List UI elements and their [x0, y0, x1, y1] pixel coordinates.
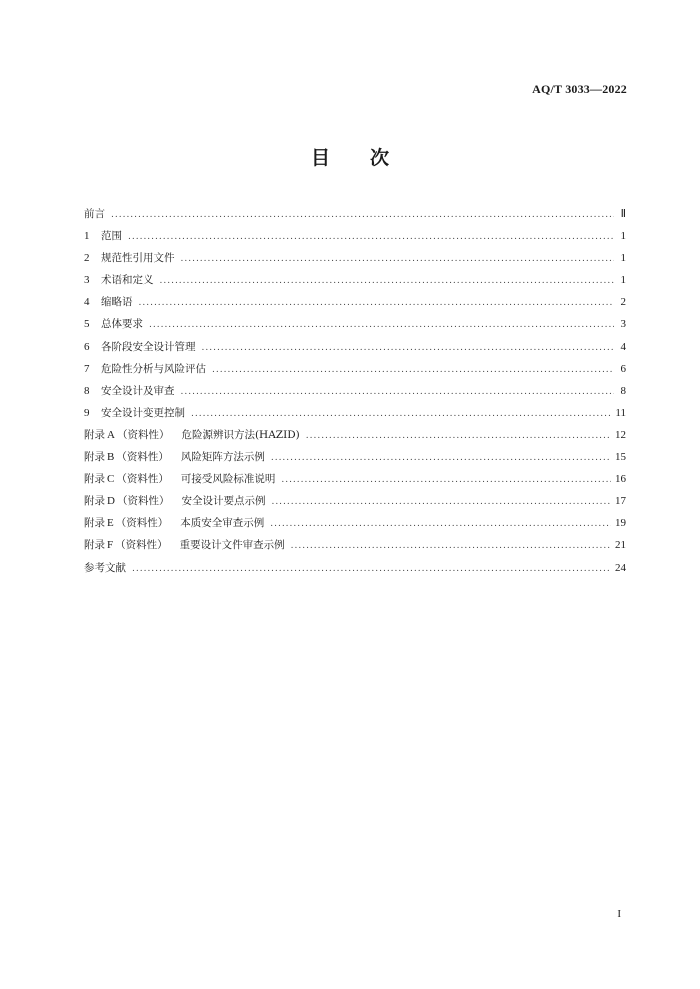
toc-entry-appendix-a[interactable] [84, 424, 626, 446]
leader-dots [270, 513, 611, 535]
toc-chapter-number: 6 [84, 340, 90, 353]
toc-entry-appendix-c[interactable] [84, 468, 626, 490]
appendix-title: 可接受风险标准说明 [180, 473, 276, 486]
appendix-title: 安全设计要点示例 [181, 495, 266, 508]
page-number: I [617, 908, 621, 920]
appendix-prefix: 附录 [84, 451, 105, 464]
toc-chapter-number: 9 [84, 406, 90, 419]
toc-entry-appendix-f[interactable] [84, 534, 626, 556]
appendix-prefix: 附录 [84, 517, 105, 530]
leader-dots [271, 447, 611, 469]
leader-dots [181, 381, 615, 403]
appendix-letter: F [107, 539, 114, 552]
leader-dots [191, 403, 611, 425]
toc-page-number: 1 [620, 230, 626, 243]
toc-page-number: 24 [615, 561, 626, 574]
appendix-title: 风险矩阵方法示例 [180, 451, 265, 464]
appendix-letter: D [107, 495, 115, 508]
toc-label: 危险性分析与风险评估 [101, 362, 206, 375]
toc-page-number: 16 [615, 473, 626, 486]
toc-label: 各阶段安全设计管理 [101, 340, 196, 353]
toc-page-number: 15 [615, 451, 626, 464]
leader-dots [181, 248, 615, 270]
toc-chapter-number: 5 [84, 318, 90, 331]
leader-dots [281, 469, 611, 491]
toc-page-number: 6 [620, 362, 626, 375]
leader-dots [132, 558, 611, 580]
toc-entry-chapter-1[interactable] [84, 225, 626, 247]
appendix-letter: E [107, 517, 114, 530]
appendix-letter: C [107, 473, 115, 486]
appendix-prefix: 附录 [84, 428, 105, 441]
toc-label: 范围 [101, 230, 122, 243]
leader-dots [160, 270, 615, 292]
appendix-tag [84, 490, 169, 512]
toc-page-number: 21 [615, 539, 626, 552]
appendix-type: （资料性） [116, 451, 169, 464]
toc-entry-references[interactable] [84, 557, 626, 579]
appendix-tag [84, 424, 169, 446]
toc-entry-appendix-d[interactable] [84, 490, 626, 512]
table-of-contents [84, 203, 626, 579]
title-char-1: 目 [310, 147, 330, 169]
toc-label: 参考文献 [84, 561, 126, 574]
toc-label: 总体要求 [101, 318, 143, 331]
appendix-tag [84, 446, 169, 468]
appendix-type: （资料性） [116, 495, 170, 508]
toc-page-number: 8 [620, 384, 626, 397]
toc-page-number: 19 [615, 517, 626, 530]
toc-label: 术语和定义 [101, 274, 154, 287]
toc-chapter-number: 7 [84, 362, 90, 375]
appendix-type: （资料性） [116, 473, 169, 486]
toc-chapter-number: 1 [84, 230, 90, 243]
leader-dots [111, 204, 614, 226]
standard-code: AQ/T 3033—2022 [532, 82, 627, 96]
appendix-type: （资料性） [115, 517, 169, 530]
toc-chapter-number: 3 [84, 274, 90, 287]
appendix-tag [84, 534, 168, 556]
toc-page-number: 3 [620, 318, 626, 331]
leader-dots [291, 535, 611, 557]
toc-label: 缩略语 [101, 296, 133, 309]
toc-entry-foreword[interactable] [84, 203, 626, 225]
appendix-prefix: 附录 [84, 495, 105, 508]
page-title [0, 143, 700, 170]
toc-label: 安全设计变更控制 [101, 406, 185, 419]
toc-label: 规范性引用文件 [101, 252, 175, 265]
toc-label: 前言 [84, 208, 105, 220]
appendix-type: （资料性） [115, 539, 168, 552]
leader-dots [212, 359, 614, 381]
toc-entry-chapter-9[interactable] [84, 402, 626, 424]
toc-entry-appendix-b[interactable] [84, 446, 626, 468]
toc-chapter-number: 8 [84, 384, 90, 397]
appendix-type: （资料性） [116, 428, 170, 441]
toc-entry-chapter-7[interactable] [84, 358, 626, 380]
leader-dots [128, 226, 614, 248]
toc-entry-chapter-5[interactable] [84, 313, 626, 335]
appendix-prefix: 附录 [84, 539, 105, 552]
toc-entry-chapter-6[interactable] [84, 336, 626, 358]
toc-page-number: 2 [620, 296, 626, 309]
toc-entry-chapter-3[interactable] [84, 269, 626, 291]
leader-dots [149, 314, 614, 336]
appendix-tag [84, 512, 168, 534]
toc-page-number: 12 [615, 428, 626, 441]
toc-page-number: 1 [620, 252, 626, 265]
leader-dots [306, 425, 611, 447]
toc-chapter-number: 2 [84, 252, 90, 265]
toc-chapter-number: 4 [84, 296, 90, 309]
appendix-title: 危险源辨识方法(HAZID) [181, 428, 300, 441]
toc-page-number: 17 [615, 495, 626, 508]
appendix-letter: B [107, 451, 115, 464]
toc-page-number: 1 [620, 274, 626, 287]
appendix-tag [84, 468, 169, 490]
appendix-title: 本质安全审查示例 [180, 517, 265, 530]
toc-label: 安全设计及审查 [101, 384, 175, 397]
appendix-title: 重要设计文件审查示例 [179, 539, 285, 552]
toc-entry-appendix-e[interactable] [84, 512, 626, 534]
toc-entry-chapter-8[interactable] [84, 380, 626, 402]
leader-dots [271, 491, 611, 513]
toc-entry-chapter-4[interactable] [84, 291, 626, 313]
title-char-2: 次 [370, 147, 390, 169]
appendix-prefix: 附录 [84, 473, 105, 486]
leader-dots [202, 337, 615, 359]
leader-dots [139, 292, 615, 314]
toc-entry-chapter-2[interactable] [84, 247, 626, 269]
appendix-letter: A [107, 428, 115, 441]
toc-page-number: 11 [615, 406, 626, 419]
toc-page-number: Ⅱ [620, 208, 626, 220]
toc-page-number: 4 [620, 340, 626, 353]
